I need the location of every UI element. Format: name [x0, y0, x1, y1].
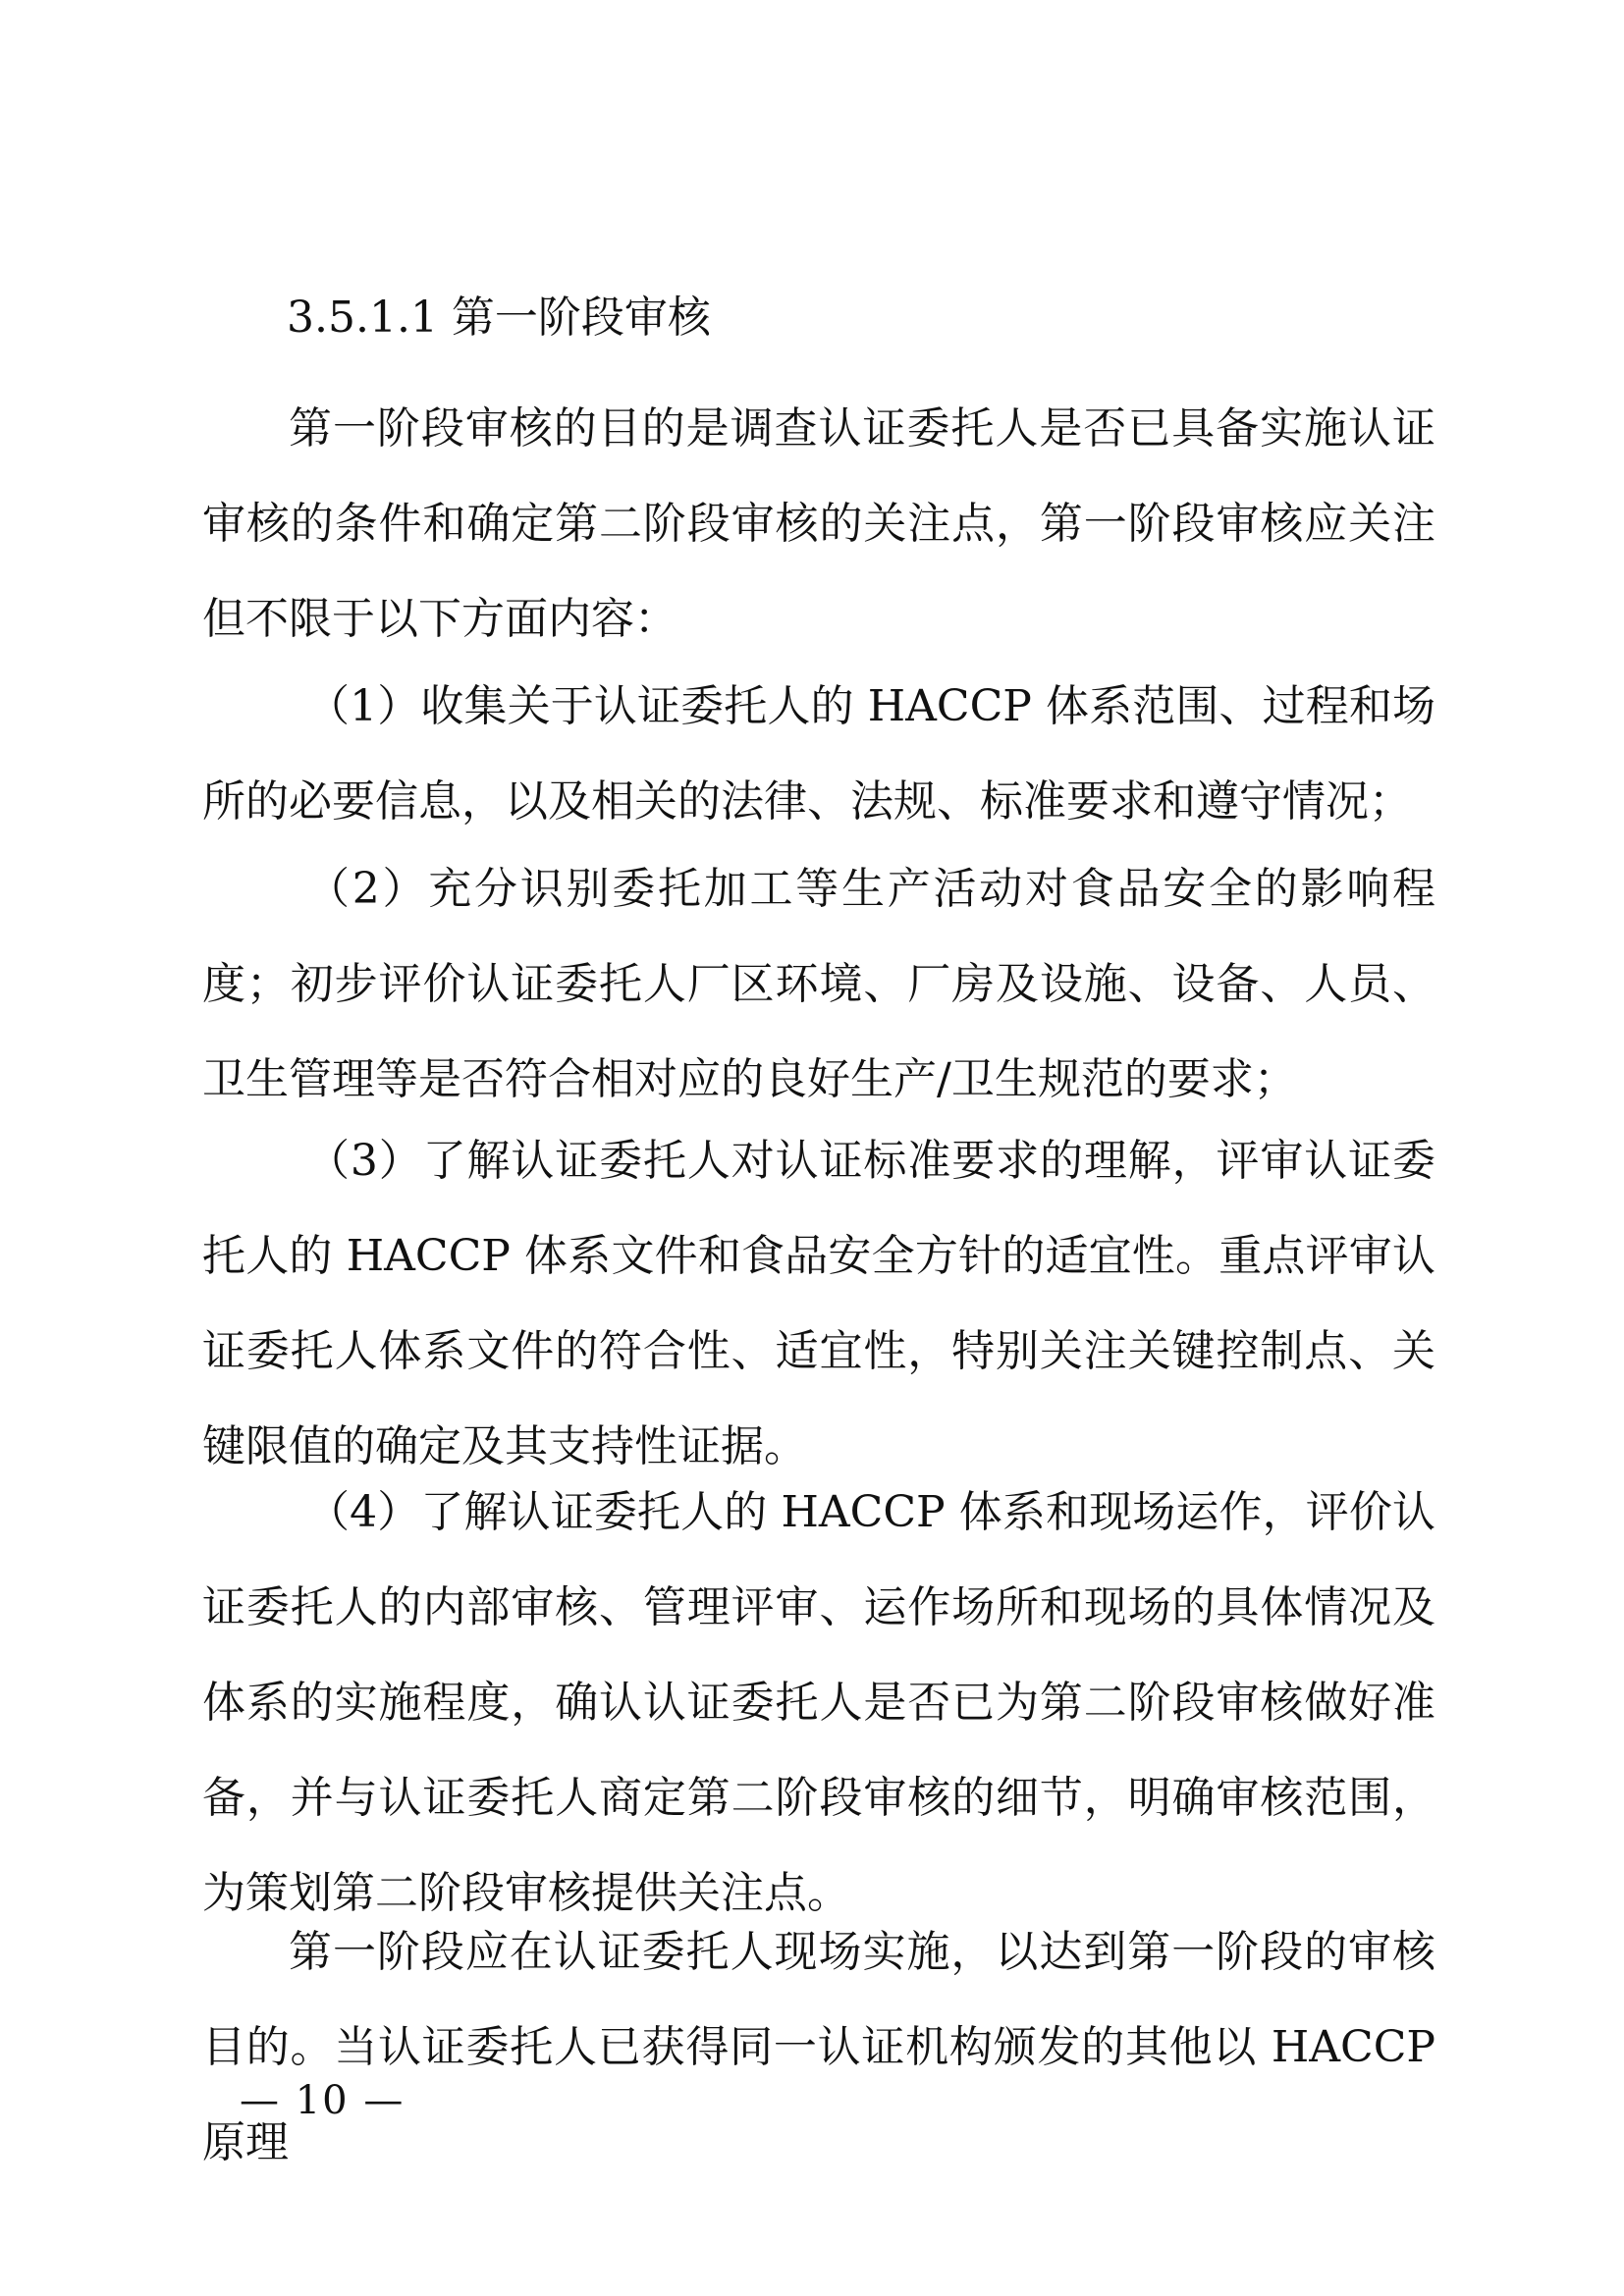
list-item-1: （1）收集关于认证委托人的 HACCP 体系范围、过程和场所的必要信息，以及相关的法律、法规、标准要求和遵守情况；: [202, 681, 1435, 827]
page-number: — 10 —: [240, 2078, 406, 2123]
list-item-3: （3）了解认证委托人对认证标准要求的理解，评审认证委托人的 HACCP 体系文件和食品安全方针的适宜性。重点评审认证委托人体系文件的符合性、适宜性，特别关注关键控制点、关键限值的确定及其支持性证据。: [202, 1136, 1435, 1471]
paragraph-intro: 第一阶段审核的目的是调查认证委托人是否已具备实施认证审核的条件和确定第二阶段审核的关注点，第一阶段审核应关注但不限于以下方面内容：: [202, 403, 1435, 644]
list-item-4: （4）了解认证委托人的 HACCP 体系和现场运作，评价认证委托人的内部审核、管理评审、运作场所和现场的具体情况及体系的实施程度，确认认证委托人是否已为第二阶段审核做好准备，并与认证委托人商定第二阶段审核的细节，明确审核范围，为策划第二阶段审核提供关注点。: [202, 1487, 1435, 1918]
paragraph-onsite: 第一阶段应在认证委托人现场实施，以达到第一阶段的审核目的。当认证委托人已获得同一认证机构颁发的其他以 HACCP 原理: [202, 1927, 1435, 2167]
list-item-2: （2）充分识别委托加工等生产活动对食品安全的影响程度；初步评价认证委托人厂区环境、厂房及设施、设备、人员、卫生管理等是否符合相对应的良好生产/卫生规范的要求；: [202, 864, 1435, 1104]
section-heading: 3.5.1.1 第一阶段审核: [287, 293, 711, 343]
